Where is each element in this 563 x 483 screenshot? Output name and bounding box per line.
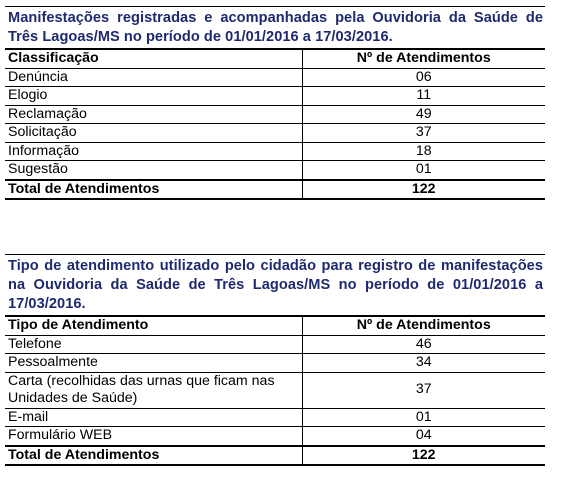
row-label: Informação xyxy=(5,142,302,161)
row-label: Elogio xyxy=(5,87,302,106)
table-row xyxy=(5,354,545,373)
row-value: 06 xyxy=(302,68,545,87)
table-row xyxy=(5,142,545,161)
row-label: Solicitação xyxy=(5,124,302,143)
table-row xyxy=(5,161,545,180)
table-row xyxy=(5,335,545,354)
row-label: Sugestão xyxy=(5,161,302,180)
row-label: Pessoalmente xyxy=(5,354,302,373)
row-value: 34 xyxy=(302,354,545,373)
service-type-table xyxy=(5,315,545,466)
table-row xyxy=(5,427,545,446)
total-row xyxy=(5,446,545,466)
column-header-service-type: Tipo de Atendimento xyxy=(5,316,302,335)
row-value: 01 xyxy=(302,161,545,180)
table-header-row xyxy=(5,316,545,335)
row-label: Carta (recolhidas das urnas que ficam nas Unidades de Saúde) xyxy=(5,372,302,408)
row-label: Telefone xyxy=(5,335,302,354)
total-label: Total de Atendimentos xyxy=(5,180,302,200)
table-row xyxy=(5,372,545,408)
column-header-classification: Classificação xyxy=(5,49,302,68)
total-value: 122 xyxy=(302,180,545,200)
total-label: Total de Atendimentos xyxy=(5,446,302,466)
row-label: Denúncia xyxy=(5,68,302,87)
column-header-count: Nº de Atendimentos xyxy=(302,49,545,68)
classification-section xyxy=(5,6,545,200)
row-label: Formulário WEB xyxy=(5,427,302,446)
total-row xyxy=(5,180,545,200)
table-row xyxy=(5,105,545,124)
table-row xyxy=(5,68,545,87)
row-value: 18 xyxy=(302,142,545,161)
row-value: 46 xyxy=(302,335,545,354)
row-value: 49 xyxy=(302,105,545,124)
row-label: Reclamação xyxy=(5,105,302,124)
row-value: 37 xyxy=(302,372,545,408)
total-value: 122 xyxy=(302,446,545,466)
row-value: 37 xyxy=(302,124,545,143)
row-value: 01 xyxy=(302,408,545,427)
classification-table xyxy=(5,48,545,200)
service-type-section xyxy=(5,254,545,466)
table-row xyxy=(5,408,545,427)
row-value: 04 xyxy=(302,427,545,446)
table-header-row xyxy=(5,49,545,68)
row-label: E-mail xyxy=(5,408,302,427)
column-header-count: Nº de Atendimentos xyxy=(302,316,545,335)
row-value: 11 xyxy=(302,87,545,106)
table2-title: Tipo de atendimento utilizado pelo cidadão para registro de manifestações na Ouvidoria da Saúde de Três Lagoas/MS no período de 01/01/2016 a 17/03/2016. xyxy=(5,254,545,315)
table1-title: Manifestações registradas e acompanhadas pela Ouvidoria da Saúde de Três Lagoas/MS no período de 01/01/2016 a 17/03/2016. xyxy=(5,6,545,48)
table-row xyxy=(5,87,545,106)
table-row xyxy=(5,124,545,143)
